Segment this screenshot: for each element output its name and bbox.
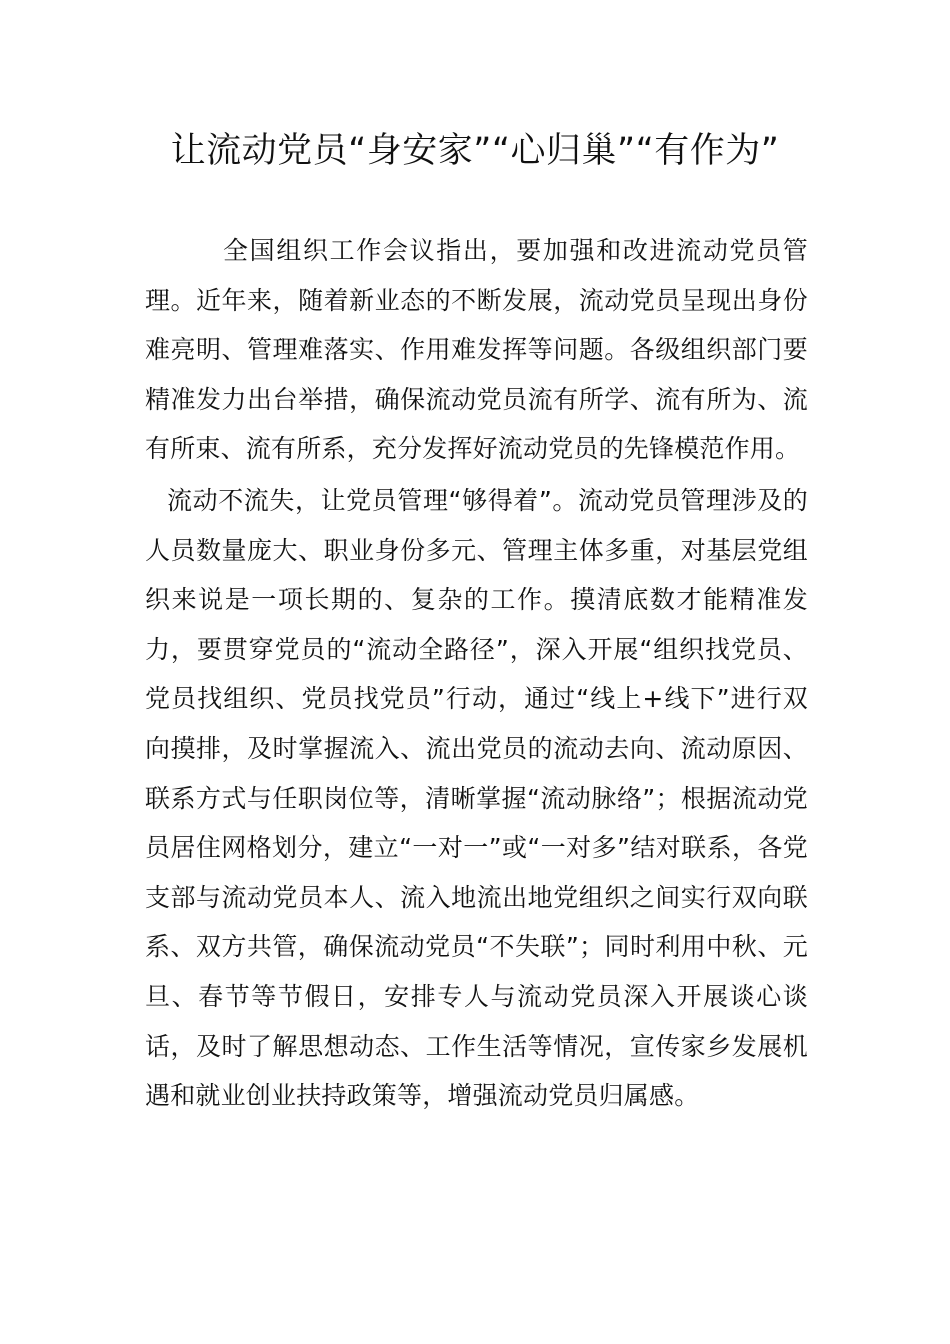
document-title: 让流动党员“身安家”“心归巢”“有作为”	[170, 131, 780, 171]
paragraph-intro: 全国组织工作会议指出，要加强和改进流动党员管理。近年来，随着新业态的不断发展，流动党员呈现出身份难亮明、管理难落实、作用难发挥等问题。各级组织部门要精准发力出台举措，确保流动党员流有所学、流有所为、流有所束、流有所系，充分发挥好流动党员的先锋模范作用。	[145, 236, 808, 464]
paragraph-management: 流动不流失，让党员管理“够得着”。流动党员管理涉及的人员数量庞大、职业身份多元、管理主体多重，对基层党组织来说是一项长期的、复杂的工作。摸清底数才能精准发力，要贯穿党员的“流动全路径”，深入开展“组织找党员、党员找组织、党员找党员”行动，通过“线上+线下”进行双向摸排，及时掌握流入、流出党员的流动去向、流动原因、联系方式与任职岗位等，清晰掌握“流动脉络”；根据流动党员居住网格划分，建立“一对一”或“一对多”结对联系，各党支部与流动党员本人、流入地流出地党组织之间实行双向联系、双方共管，确保流动党员“不失联”；同时利用中秋、元旦、春节等节假日，安排专人与流动党员深入开展谈心谈话，及时了解思想动态、工作生活等情况，宣传家乡发展机遇和就业创业扶持政策等，增强流动党员归属感。	[145, 485, 808, 1111]
document-body	[145, 226, 808, 1121]
